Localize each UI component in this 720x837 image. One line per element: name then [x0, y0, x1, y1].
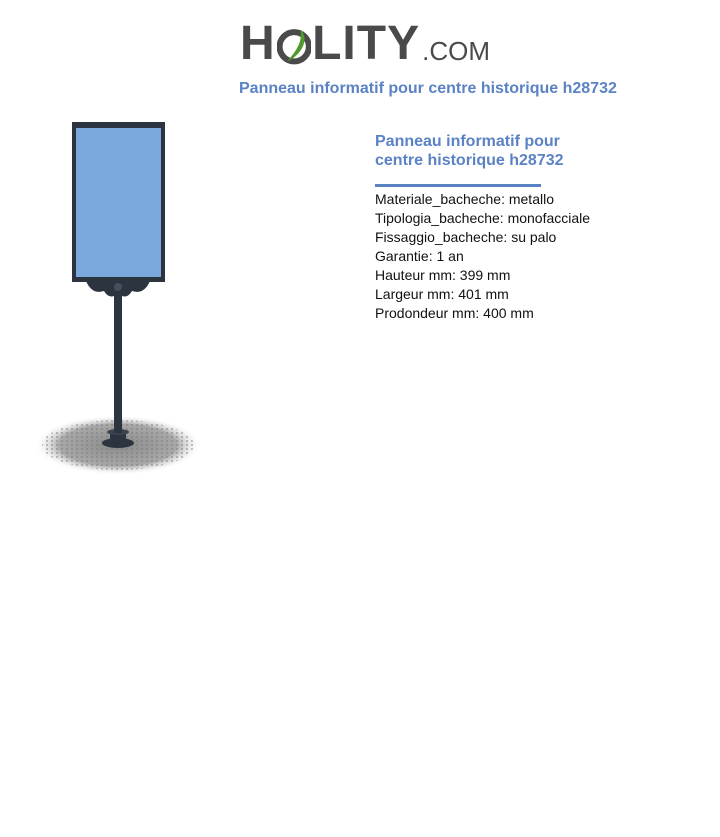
spec-materiale: Materiale_bacheche: metallo [375, 191, 554, 207]
product-title: Panneau informatif pour centre historique h28732 [375, 133, 564, 169]
logo-o-icon [277, 22, 311, 68]
logo-text-com: .COM [422, 36, 490, 66]
spec-tipologia: Tipologia_bacheche: monofacciale [375, 210, 591, 226]
title-divider [375, 184, 541, 187]
spec-fissaggio: Fissaggio_bacheche: su palo [375, 229, 557, 245]
holity-logo[interactable] [240, 12, 490, 68]
logo-text-h: H [240, 17, 276, 70]
spec-garantie: Garantie: 1 an [375, 248, 464, 264]
spec-profondeur: Prodondeur mm: 400 mm [375, 305, 534, 321]
product-details [375, 132, 695, 323]
product-image [30, 115, 210, 485]
page-title: Panneau informatif pour centre historique h28732 [239, 80, 617, 97]
spec-hauteur: Hauteur mm: 399 mm [375, 267, 511, 283]
spec-largeur: Largeur mm: 401 mm [375, 286, 509, 302]
logo-text-lity: LITY [312, 17, 421, 70]
